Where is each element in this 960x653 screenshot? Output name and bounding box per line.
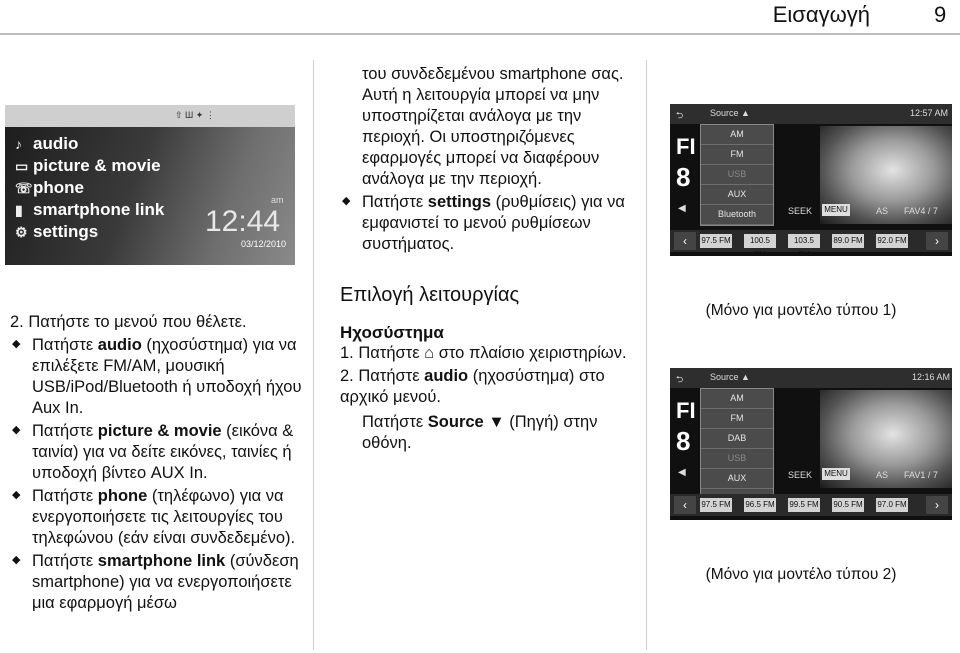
bullet-picture-movie: ◆ Πατήστε picture & movie (εικόνα & ταινία) για να δείτε εικόνες, ταινίες ή υποδοχή βίντεο AUX In. — [10, 421, 302, 484]
preset-button: 92.0 FM — [876, 234, 908, 248]
music-note-icon: ♪ — [15, 136, 22, 152]
source-option: AM — [701, 389, 773, 409]
chevron-left-icon: ‹ — [674, 232, 696, 250]
source-option: USB — [701, 165, 773, 185]
source-label: Source ▲ — [710, 372, 750, 382]
preset-button: 97.0 FM — [876, 498, 908, 512]
gear-icon: ⚙ — [15, 224, 28, 240]
preset-button: 90.5 FM — [832, 498, 864, 512]
chevron-right-icon: › — [926, 496, 948, 514]
preset-button: 99.5 FM — [788, 498, 820, 512]
source-menu-screenshot-type1 — [670, 104, 952, 256]
home-menu-item-phone: ☏phone — [15, 178, 84, 197]
home-menu-item-settings: ⚙ settings — [15, 222, 99, 241]
status-icons: ⇧ Ш ✦ ⋮ — [175, 110, 215, 120]
source-option: FM — [701, 145, 773, 165]
home-menu-item-smartphone-link: ▮ smartphone link — [15, 200, 165, 219]
source-option: Bluetooth — [701, 205, 773, 225]
column-divider-right — [646, 60, 647, 650]
seek-label: SEEK — [788, 206, 813, 216]
audio-steps — [340, 322, 630, 454]
back-icon: ⮌ — [676, 374, 684, 384]
bullet-settings: ◆ Πατήστε settings (ρυθμίσεις) για να εμφανιστεί το μενού ρυθμίσεων συστήματος. — [340, 192, 630, 255]
chevron-right-icon: › — [926, 232, 948, 250]
home-icon: ⌂ — [424, 344, 435, 362]
source-option: USB — [701, 449, 773, 469]
back-icon: ⮌ — [676, 110, 684, 120]
frequency-label: 8 — [676, 426, 691, 456]
preset-button: 103.5 FM — [788, 234, 820, 248]
step-2: 2. Πατήστε το μενού που θέλετε. — [10, 313, 247, 331]
page-header-title: Εισαγωγή — [772, 2, 870, 27]
seek-label: SEEK — [788, 470, 813, 480]
column-divider-left — [313, 60, 314, 650]
film-icon: ▭ — [15, 158, 29, 174]
band-label: FI — [676, 134, 696, 159]
caption-type2: (Μόνο για μοντέλο τύπου 2) — [705, 566, 897, 583]
home-menu-list — [15, 133, 164, 243]
preset-button: 97.5 FM — [700, 498, 732, 512]
smartphone-icon: ▮ — [15, 202, 23, 218]
seek-back-icon: ◀ — [678, 467, 686, 478]
source-option: DAB — [701, 429, 773, 449]
seek-back-icon: ◀ — [678, 203, 686, 214]
source-option: AUX — [701, 185, 773, 205]
chevron-left-icon: ‹ — [674, 496, 696, 514]
page-number: 9 — [934, 2, 947, 27]
step-1: 1. Πατήστε ⌂ στο πλαίσιο χειριστηρίων. — [340, 344, 627, 362]
left-column — [10, 312, 302, 614]
continued-paragraph: του συνδεδεμένου smartphone σας. Αυτή η λειτουργία μπορεί να μην υποστηρίζεται ανάλογα με την περιοχή. Οι υποστηριζόμενες εφαρμογές μπορεί να διαφέρουν ανάλογα με την περιοχή. — [362, 65, 624, 188]
source-dropdown — [700, 388, 774, 510]
home-menu-item-audio: ♪ audio — [15, 134, 79, 153]
status-strip — [5, 105, 295, 127]
step-2-audio: 2. Πατήστε audio (ηχοσύστημα) στο αρχικό μενού. — [340, 367, 605, 406]
menu-button: MENU — [822, 468, 850, 480]
home-menu-item-picture-movie: ▭ picture & movie — [15, 156, 161, 175]
as-label: AS — [876, 206, 889, 216]
preset-button: 100.5 FM — [744, 234, 776, 248]
time: 12:57 AM — [910, 108, 949, 118]
section-heading: Επιλογή λειτουργίας — [340, 284, 520, 306]
band-label: FI — [676, 398, 696, 423]
sub-heading: Ηχοσύστημα — [340, 323, 444, 342]
caption-type1: (Μόνο για μοντέλο τύπου 1) — [705, 302, 897, 319]
source-option: AM — [701, 125, 773, 145]
clock-ampm: am — [271, 195, 284, 205]
source-label: Source ▲ — [710, 108, 750, 118]
preset-button: 96.5 FM — [744, 498, 776, 512]
date: 03/12/2010 — [241, 239, 287, 249]
clock: 12:44 — [205, 205, 281, 238]
preset-button: 97.5 FM — [700, 234, 732, 248]
step-2-source: Πατήστε Source ▼ (Πηγή) στην οθόνη. — [362, 413, 598, 452]
frequency-label: 8 — [676, 162, 691, 192]
fav-label: FAV1 / 7 — [904, 470, 938, 480]
phone-icon: ☏ — [15, 180, 33, 196]
preset-button: 89.0 FM — [832, 234, 864, 248]
source-option: FM — [701, 409, 773, 429]
bullet-phone: ◆ Πατήστε phone (τηλέφωνο) για να ενεργοποιήσετε τις λειτουργίες του τηλεφώνου (εάν είναι συνδεδεμένο). — [10, 486, 302, 549]
bullet-smartphone-link: ◆ Πατήστε smartphone link (σύνδεση smartphone) για να ενεργοποιήσετε μια εφαρμογή μέσω — [10, 551, 302, 614]
middle-column — [340, 64, 630, 255]
as-label: AS — [876, 470, 889, 480]
header-rule — [0, 33, 960, 35]
source-option: AUX — [701, 469, 773, 489]
time: 12:16 AM — [912, 372, 951, 382]
source-menu-screenshot-type2 — [670, 368, 952, 520]
home-menu-screenshot — [5, 105, 295, 265]
fav-label: FAV4 / 7 — [904, 206, 938, 216]
menu-button: MENU — [822, 204, 850, 216]
source-dropdown — [700, 124, 774, 226]
bullet-audio: ◆ Πατήστε audio (ηχοσύστημα) για να επιλέξετε FM/AM, μουσική USB/iPod/Bluetooth ή υποδοχή ήχου Aux In. — [10, 335, 302, 419]
